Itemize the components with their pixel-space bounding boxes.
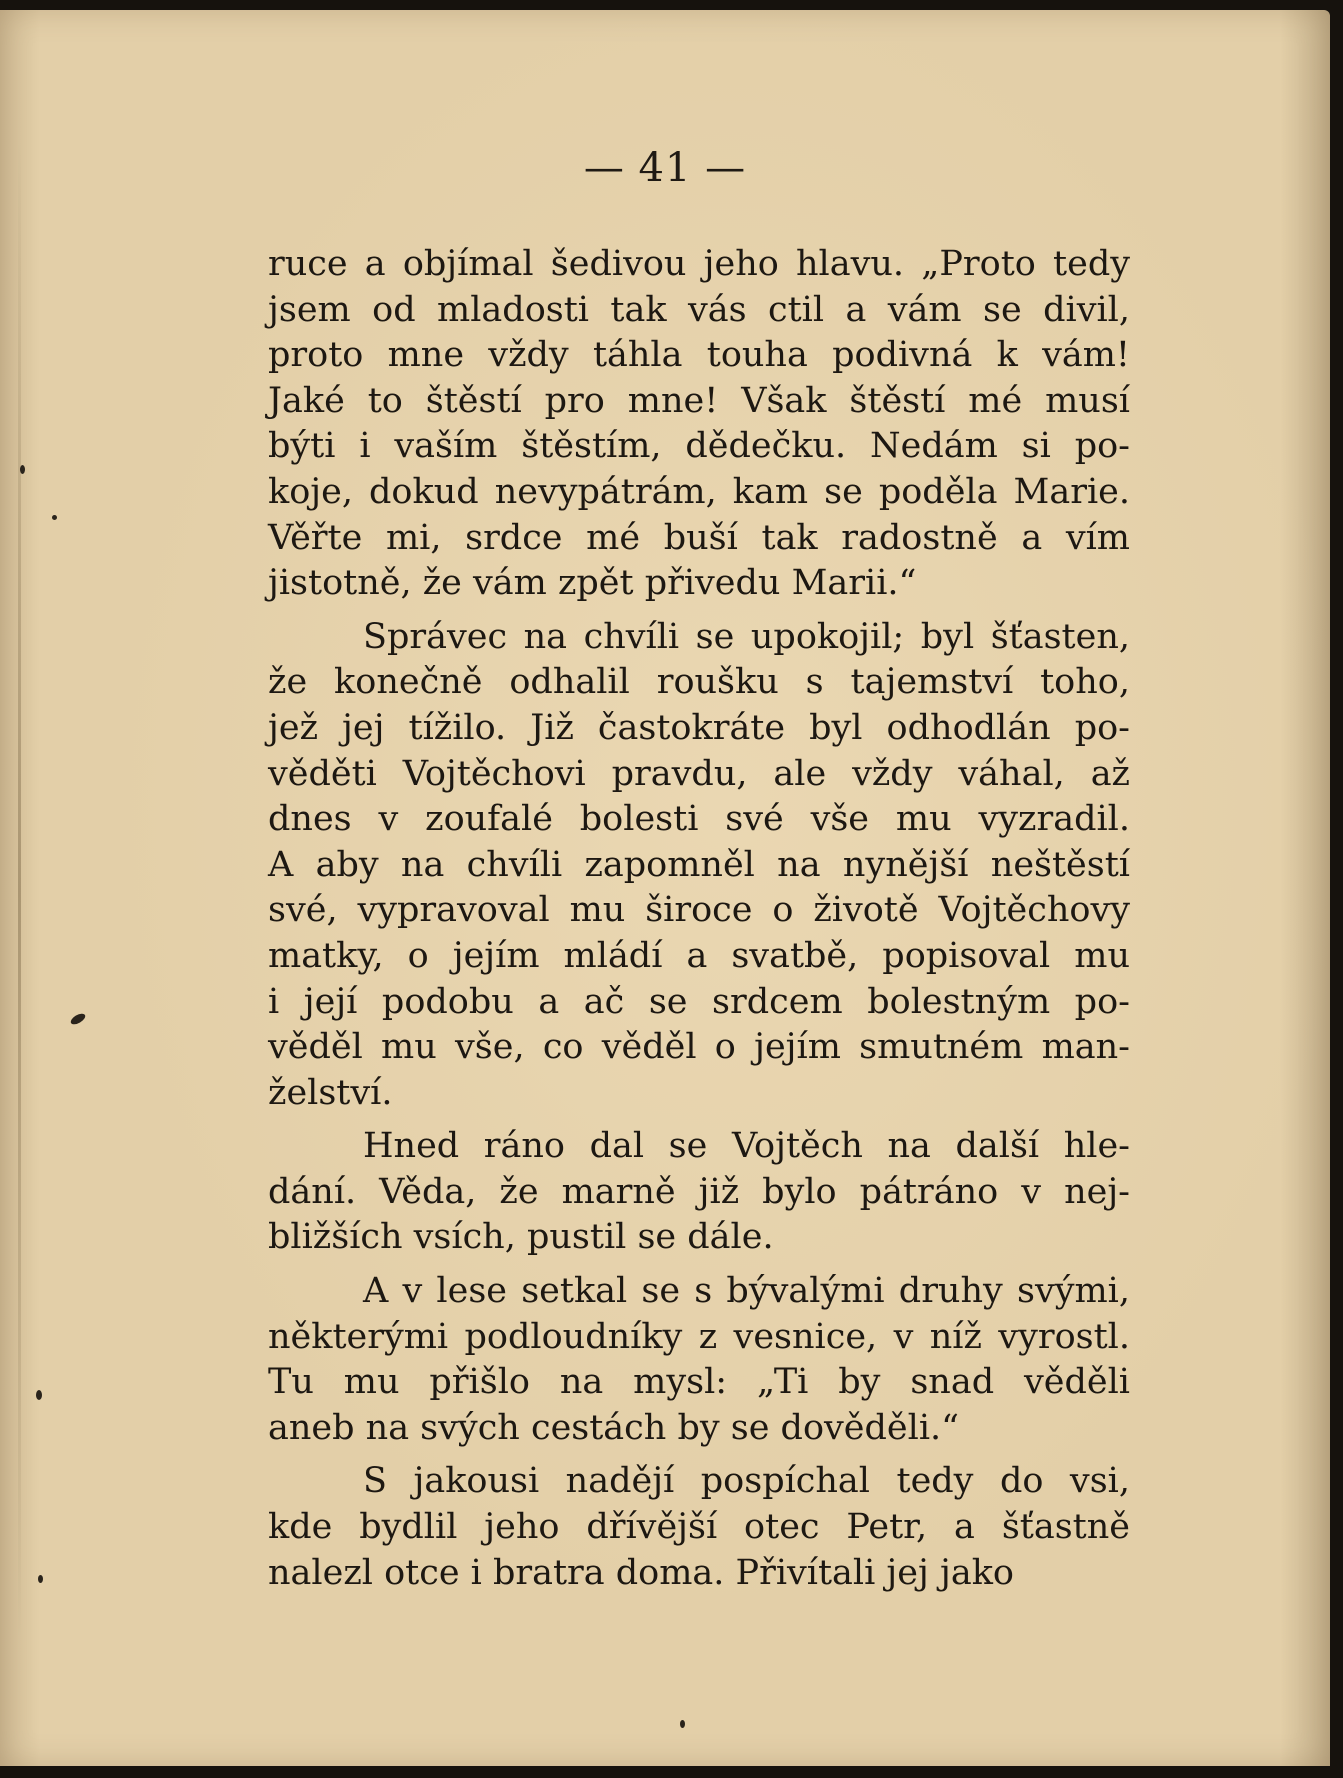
paragraph bbox=[268, 1269, 1130, 1451]
paragraph bbox=[268, 1124, 1130, 1261]
page-number: — 41 — bbox=[583, 145, 747, 191]
text-line: věděl mu vše, co věděl o jejím smutném man- bbox=[268, 1027, 1130, 1068]
text-line: A v lese setkal se s bývalými druhy svými, bbox=[363, 1271, 1130, 1312]
text-line: ruce a objímal šedivou jeho hlavu. „Proto tedy bbox=[268, 244, 1130, 284]
text-line: jsem od mladosti tak vás ctil a vám se divil, bbox=[268, 289, 1130, 330]
text-line: koje, dokud nevypátrám, kam se poděla Marie. bbox=[268, 471, 1130, 512]
text-line: některými podloudníky z vesnice, v níž vyrostl. bbox=[268, 1316, 1130, 1357]
text-line: věděti Vojtěchovi pravdu, ale vždy váhal, až bbox=[268, 753, 1130, 794]
text-line: kde bydlil jeho dřívější otec Petr, a šťastně bbox=[268, 1507, 1130, 1548]
text-line: A aby na chvíli zapomněl na nynější neštěstí bbox=[268, 844, 1130, 885]
text-line: Tu mu přišlo na mysl: „Ti by snad věděli bbox=[268, 1362, 1130, 1403]
text-line: že konečně odhalil roušku s tajemství toho, bbox=[268, 662, 1130, 703]
text-line: Hned ráno dal se Vojtěch na další hle- bbox=[363, 1126, 1130, 1167]
text-line: jež jej tížilo. Již častokráte byl odhodlán po- bbox=[268, 707, 1130, 748]
text-line: Věřte mi, srdce mé buší tak radostně a vím bbox=[268, 517, 1130, 558]
text-line: býti i vaším štěstím, dědečku. Nedám si po- bbox=[268, 426, 1130, 467]
text-line: bližších vsích, pustil se dále. bbox=[268, 1217, 774, 1258]
page-gutter-shadow bbox=[18, 140, 21, 1640]
text-line: S jakousi nadějí pospíchal tedy do vsi, bbox=[363, 1461, 1130, 1502]
text-line: Jaké to štěstí pro mne! Však štěstí mé musí bbox=[268, 380, 1130, 421]
text-line: aneb na svých cestách by se dověděli.“ bbox=[268, 1407, 960, 1448]
text-line: i její podobu a ač se srdcem bolestným po- bbox=[268, 981, 1130, 1022]
body-text bbox=[268, 242, 1130, 1596]
paragraph bbox=[268, 615, 1130, 1117]
text-line: jistotně, že vám zpět přivedu Marii.“ bbox=[268, 563, 917, 604]
text-line: proto mne vždy táhla touha podivná k vám! bbox=[268, 335, 1130, 376]
text-line: Správec na chvíli se upokojil; byl šťasten, bbox=[363, 616, 1130, 657]
ink-speck bbox=[20, 465, 25, 474]
paragraph bbox=[268, 242, 1130, 607]
text-line: dání. Věda, že marně již bylo pátráno v nej- bbox=[268, 1171, 1130, 1212]
ink-speck bbox=[38, 1575, 43, 1583]
book-page bbox=[0, 10, 1330, 1766]
text-line: nalezl otce i bratra doma. Přivítali jej jako bbox=[268, 1552, 1014, 1593]
text-line: želství. bbox=[268, 1072, 393, 1113]
paragraph bbox=[268, 1459, 1130, 1596]
text-line: matky, o jejím mládí a svatbě, popisoval mu bbox=[268, 935, 1130, 976]
ink-speck bbox=[69, 1012, 87, 1027]
ink-speck bbox=[680, 1720, 685, 1728]
ink-speck bbox=[36, 1390, 42, 1400]
ink-speck bbox=[52, 515, 57, 520]
text-line: dnes v zoufalé bolesti své vše mu vyzradil. bbox=[268, 799, 1130, 840]
text-line: své, vypravoval mu široce o životě Vojtěchovy bbox=[268, 890, 1130, 931]
